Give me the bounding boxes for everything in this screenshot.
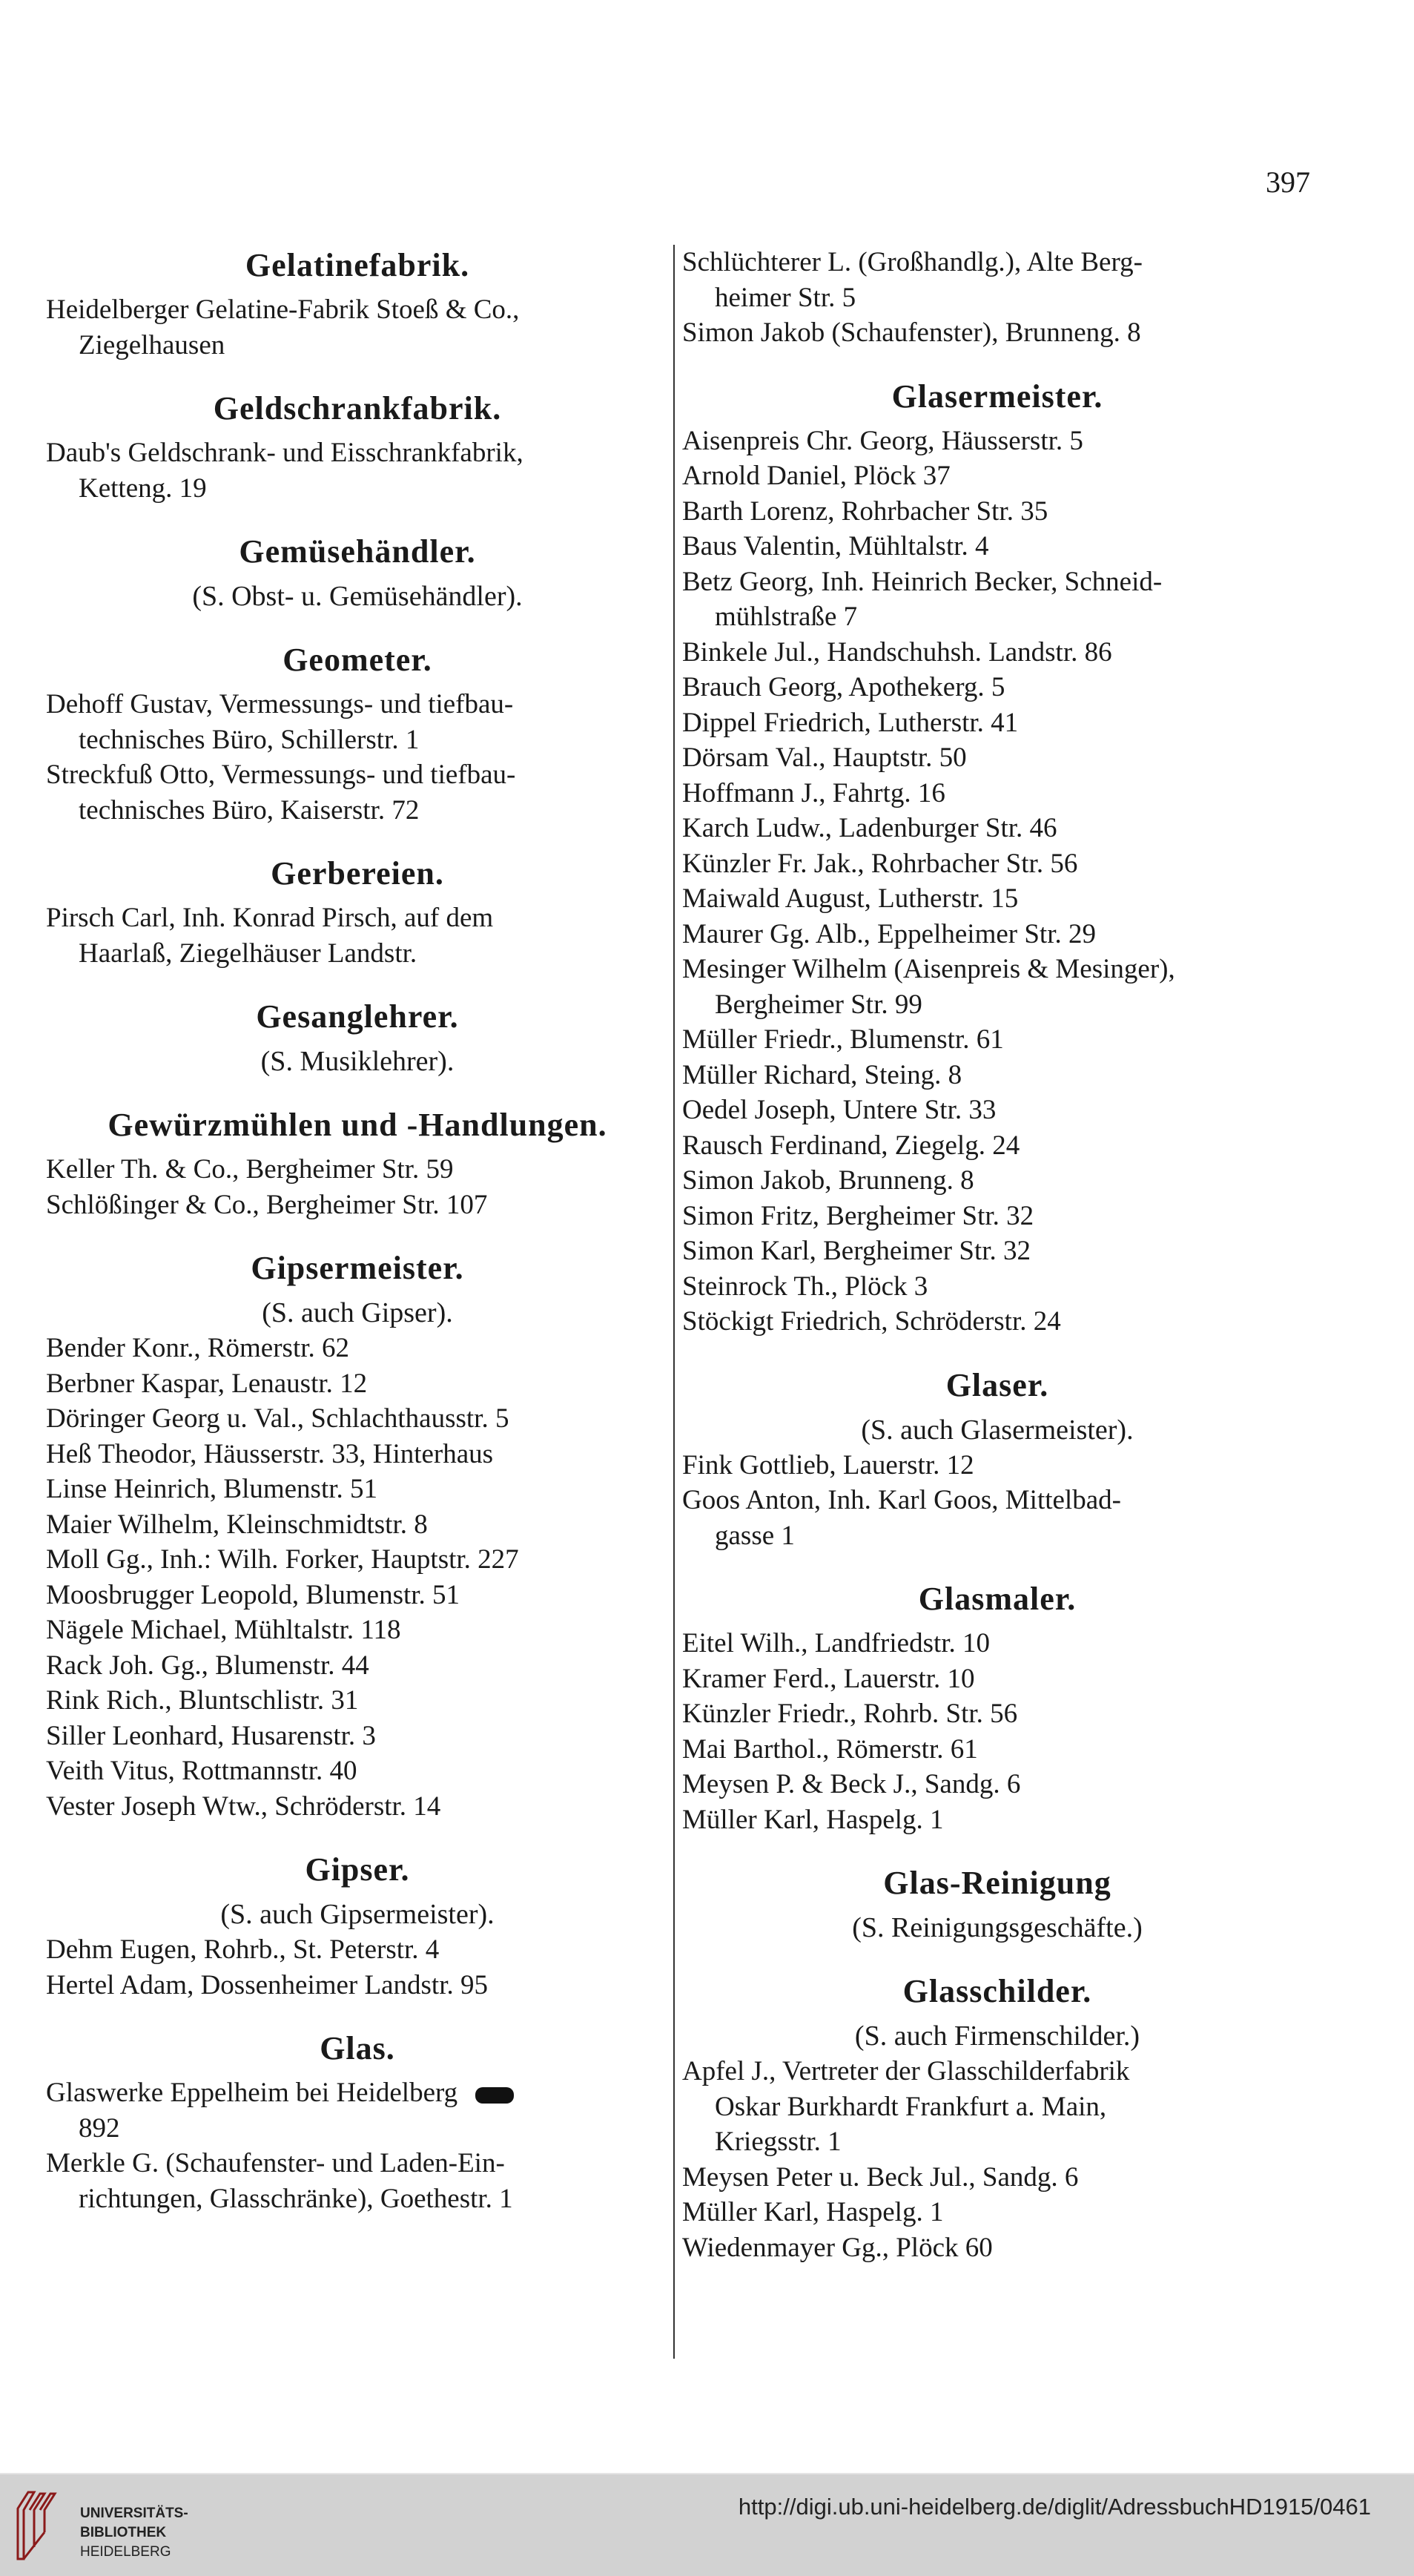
entry-text: Binkele Jul., Handschuhsh. Landstr. 86 (682, 636, 1112, 668)
section-heading: Gelatinefabrik. (245, 247, 470, 283)
directory-entry (46, 1932, 669, 1968)
directory-entry (46, 1187, 669, 1223)
entry-text: gasse 1 (715, 1520, 795, 1551)
entry-text: Meysen Peter u. Beck Jul., Sandg. 6 (682, 2161, 1079, 2193)
entry-line (46, 471, 669, 507)
section-heading: Glaser. (945, 1366, 1049, 1403)
entry-line (46, 1472, 669, 1507)
entry-line (46, 1648, 669, 1684)
entry-text: Aisenpreis Chr. Georg, Häusserstr. 5 (682, 425, 1083, 456)
directory-entry (46, 2075, 669, 2146)
directory-entry (46, 1968, 669, 2003)
directory-entry (682, 458, 1312, 494)
directory-entry (46, 1683, 669, 1719)
cross-reference-note: (S. auch Firmenschilder.) (854, 2020, 1140, 2052)
directory-entry (682, 2195, 1312, 2230)
entry-line (46, 900, 669, 936)
entry-text: Simon Jakob (Schaufenster), Brunneng. 8 (682, 317, 1141, 348)
section-heading: Gipser. (305, 1851, 410, 1888)
entry-text: Pirsch Carl, Inh. Konrad Pirsch, auf dem (46, 903, 494, 933)
entry-text: Meysen P. & Beck J., Sandg. 6 (682, 1769, 1021, 1799)
directory-entry (682, 705, 1312, 741)
entry-line (46, 1932, 669, 1968)
entry-line (46, 1789, 669, 1825)
entry-line (682, 1304, 1312, 1340)
entry-text: Hoffmann J., Fahrtg. 16 (682, 777, 945, 808)
entry-line (682, 846, 1312, 882)
directory-entry (682, 2054, 1312, 2160)
entry-line (682, 245, 1312, 280)
entry-line (682, 280, 1312, 316)
directory-entry (682, 1483, 1312, 1553)
section-heading: Geldschrankfabrik. (213, 390, 502, 426)
cross-reference-note: (S. Musiklehrer). (260, 1046, 455, 1077)
directory-entry (46, 1789, 669, 1825)
directory-entry (46, 1542, 669, 1578)
entry-text: technisches Büro, Kaiserstr. 72 (79, 794, 420, 826)
entry-text: Haarlaß, Ziegelhäuser Landstr. (79, 938, 417, 969)
entry-line (46, 722, 669, 758)
entry-text: Simon Jakob, Brunneng. 8 (682, 1165, 974, 1196)
directory-entry (682, 2160, 1312, 2195)
entry-line (46, 1683, 669, 1719)
entry-line (682, 529, 1312, 564)
logo-line: BIBLIOTHEK (80, 2525, 167, 2540)
entry-text: Stöckigt Friedrich, Schröderstr. 24 (682, 1306, 1061, 1337)
entry-text: Veith Vitus, Rottmannstr. 40 (46, 1756, 357, 1786)
entry-line (46, 1968, 669, 2003)
entry-line (682, 811, 1312, 846)
entry-text: Müller Karl, Haspelg. 1 (682, 2197, 944, 2227)
directory-entry (46, 687, 669, 757)
cross-reference-note: (S. auch Glasermeister). (861, 1414, 1134, 1446)
entry-line (46, 292, 669, 328)
entry-line (46, 1152, 669, 1187)
entry-text: richtungen, Glasschränke), Goethestr. 1 (79, 2183, 513, 2214)
directory-entry (46, 1401, 669, 1437)
entry-line (682, 635, 1312, 671)
entry-line (682, 987, 1312, 1023)
entry-text: Rink Rich., Bluntschlistr. 31 (46, 1685, 359, 1716)
entry-line (682, 952, 1312, 987)
entry-line (682, 917, 1312, 952)
directory-entry (682, 1448, 1312, 1483)
entry-line (46, 2075, 669, 2111)
entry-line (46, 1719, 669, 1754)
entry-text: Bergheimer Str. 99 (715, 989, 922, 1020)
section-heading: Gewürzmühlen und -Handlungen. (108, 1107, 607, 1143)
entry-line (682, 1448, 1312, 1483)
entry-text: Berbner Kaspar, Lenaustr. 12 (46, 1368, 368, 1399)
directory-entry (682, 1199, 1312, 1234)
entry-line (46, 793, 669, 829)
section-heading: Gerbereien. (271, 855, 444, 892)
entry-line (682, 2195, 1312, 2230)
entry-line (682, 2230, 1312, 2266)
entry-text: Moosbrugger Leopold, Blumenstr. 51 (46, 1579, 460, 1610)
entry-line (46, 328, 669, 363)
entry-text: Streckfuß Otto, Vermessungs- und tiefbau- (46, 760, 516, 790)
right-column (682, 245, 1312, 2265)
section-heading: Gesanglehrer. (256, 998, 459, 1035)
entry-text: Arnold Daniel, Plöck 37 (682, 461, 951, 491)
entry-line (682, 1661, 1312, 1697)
entry-line (46, 687, 669, 722)
entry-text: Goos Anton, Inh. Karl Goos, Mittelbad- (682, 1485, 1121, 1515)
entry-line (46, 1187, 669, 1223)
directory-entry (682, 1696, 1312, 1732)
entry-line (682, 1233, 1312, 1269)
entry-line (46, 2111, 669, 2147)
entry-text: Dörsam Val., Hauptstr. 50 (682, 742, 967, 773)
entry-line (682, 494, 1312, 530)
directory-entry (682, 564, 1312, 635)
entry-line (46, 936, 669, 972)
directory-entry (46, 2146, 669, 2216)
directory-entry (682, 1163, 1312, 1199)
entry-text: Bender Konr., Römerstr. 62 (46, 1333, 350, 1363)
footer-bar (0, 2473, 1414, 2576)
directory-entry (682, 1269, 1312, 1305)
entry-text: Steinrock Th., Plöck 3 (682, 1271, 928, 1302)
entry-text: 892 (79, 2112, 120, 2144)
entry-text: Siller Leonhard, Husarenstr. 3 (46, 1720, 376, 1751)
directory-entry (46, 1366, 669, 1402)
directory-entry (682, 315, 1312, 351)
directory-entry (46, 1719, 669, 1754)
entry-line (682, 1022, 1312, 1058)
entry-line (682, 1128, 1312, 1164)
directory-entry (682, 245, 1312, 315)
entry-line (682, 1269, 1312, 1305)
directory-entry (46, 1152, 669, 1187)
entry-text: Moll Gg., Inh.: Wilh. Forker, Hauptstr. 227 (46, 1544, 519, 1575)
entry-line (46, 435, 669, 471)
entry-text: Dehoff Gustav, Vermessungs- und tiefbau- (46, 689, 514, 719)
source-url-link[interactable]: http://digi.ub.uni-heidelberg.de/diglit/AdressbuchHD1915/0461 (738, 2494, 1371, 2520)
entry-line (682, 315, 1312, 351)
entry-line (682, 740, 1312, 776)
directory-entry (682, 1767, 1312, 1802)
directory-entry (46, 1753, 669, 1789)
entry-text: Dehm Eugen, Rohrb., St. Peterstr. 4 (46, 1934, 440, 1965)
directory-entry (682, 952, 1312, 1022)
directory-entry (46, 1648, 669, 1684)
entry-text: Schlößinger & Co., Bergheimer Str. 107 (46, 1189, 488, 1220)
directory-entry (46, 1578, 669, 1613)
entry-line (46, 1578, 669, 1613)
entry-text: Künzler Fr. Jak., Rohrbacher Str. 56 (682, 848, 1078, 879)
entry-line (46, 2146, 669, 2181)
directory-entry (682, 1661, 1312, 1697)
entry-text: Rausch Ferdinand, Ziegelg. 24 (682, 1130, 1020, 1161)
entry-text: Vester Joseph Wtw., Schröderstr. 14 (46, 1791, 441, 1822)
directory-entry (46, 1331, 669, 1366)
section-heading: Gemüsehändler. (239, 533, 476, 570)
entry-text: Maier Wilhelm, Kleinschmidtstr. 8 (46, 1509, 428, 1540)
entry-line (682, 1732, 1312, 1768)
entry-text: Ketteng. 19 (79, 472, 207, 504)
entry-line (682, 1058, 1312, 1093)
section-heading: Glas. (320, 2030, 395, 2066)
page-number: 397 (1266, 165, 1310, 199)
entry-line (46, 1542, 669, 1578)
entry-text: Simon Karl, Bergheimer Str. 32 (682, 1236, 1031, 1266)
entry-text: Nägele Michael, Mühltalstr. 118 (46, 1615, 401, 1645)
directory-entry (46, 1507, 669, 1543)
entry-line (682, 424, 1312, 459)
directory-entry (682, 776, 1312, 811)
entry-line (682, 705, 1312, 741)
directory-entry (46, 292, 669, 363)
directory-entry (682, 917, 1312, 952)
directory-entry (682, 1304, 1312, 1340)
column-divider (673, 245, 675, 2359)
entry-line (46, 757, 669, 793)
directory-entry (682, 1058, 1312, 1093)
library-name (80, 2504, 188, 2562)
entry-line (46, 1507, 669, 1543)
entry-text: Brauch Georg, Apothekerg. 5 (682, 672, 1005, 702)
entry-text: Barth Lorenz, Rohrbacher Str. 35 (682, 495, 1048, 527)
directory-entry (682, 1093, 1312, 1128)
entry-line (682, 776, 1312, 811)
entry-line (682, 1696, 1312, 1732)
entry-line (682, 881, 1312, 917)
directory-entry (682, 811, 1312, 846)
entry-line (46, 1366, 669, 1402)
entry-text: Linse Heinrich, Blumenstr. 51 (46, 1474, 378, 1504)
directory-entry (682, 740, 1312, 776)
directory-entry (682, 529, 1312, 564)
section-heading: Glas-Reinigung (883, 1865, 1111, 1901)
directory-entry (46, 435, 669, 506)
section-heading: Glasmaler. (918, 1581, 1077, 1617)
directory-entry (682, 1128, 1312, 1164)
directory-entry (682, 2230, 1312, 2266)
entry-text: technisches Büro, Schillerstr. 1 (79, 724, 420, 755)
section-heading: Glasermeister. (891, 378, 1103, 415)
entry-text: Dippel Friedrich, Lutherstr. 41 (682, 707, 1019, 738)
entry-text: heimer Str. 5 (715, 282, 856, 313)
directory-entry (46, 1437, 669, 1472)
entry-text: Betz Georg, Inh. Heinrich Becker, Schneid- (682, 566, 1163, 597)
cross-reference-note: (S. Reinigungsgeschäfte.) (852, 1912, 1143, 1943)
entry-text: Hertel Adam, Dossenheimer Landstr. 95 (46, 1969, 488, 2000)
entry-text: Kriegsstr. 1 (715, 2127, 842, 2157)
entry-line (682, 1483, 1312, 1518)
entry-line (682, 1199, 1312, 1234)
directory-entry (46, 1613, 669, 1648)
section-heading: Glasschilder. (902, 1973, 1092, 2009)
entry-line (682, 1802, 1312, 1838)
directory-entry (46, 900, 669, 971)
entry-text: Wiedenmayer Gg., Plöck 60 (682, 2232, 993, 2263)
library-logo-icon[interactable] (12, 2488, 71, 2562)
entry-line (682, 2160, 1312, 2195)
entry-line (682, 2054, 1312, 2089)
entry-text: Döringer Georg u. Val., Schlachthausstr. 5 (46, 1403, 509, 1434)
entry-text: Rack Joh. Gg., Blumenstr. 44 (46, 1650, 369, 1681)
left-column (46, 245, 669, 2216)
entry-line (682, 564, 1312, 600)
entry-line (682, 1626, 1312, 1661)
entry-line (46, 1753, 669, 1789)
entry-text: Fink Gottlieb, Lauerstr. 12 (682, 1449, 974, 1480)
directory-entry (682, 1732, 1312, 1768)
directory-entry (682, 670, 1312, 705)
entry-text: Schlüchterer L. (Großhandlg.), Alte Berg- (682, 247, 1143, 277)
entry-text: Mai Barthol., Römerstr. 61 (682, 1733, 978, 1765)
directory-entry (682, 846, 1312, 882)
entry-text: Mesinger Wilhelm (Aisenpreis & Mesinger), (682, 954, 1175, 984)
entry-line (682, 599, 1312, 635)
entry-line (682, 1518, 1312, 1554)
entry-text: Müller Richard, Steing. 8 (682, 1059, 962, 1090)
entry-text: Simon Fritz, Bergheimer Str. 32 (682, 1200, 1034, 1231)
entry-text: Keller Th. & Co., Bergheimer Str. 59 (46, 1154, 454, 1185)
entry-text: Merkle G. (Schaufenster- und Laden-Ein- (46, 2148, 505, 2178)
directory-entry (46, 1472, 669, 1507)
entry-text: Müller Karl, Haspelg. 1 (682, 1804, 944, 1835)
entry-text: Kramer Ferd., Lauerstr. 10 (682, 1663, 975, 1694)
entry-line (682, 1767, 1312, 1802)
entry-line (46, 1401, 669, 1437)
entry-line (46, 1437, 669, 1472)
directory-entry (682, 1802, 1312, 1838)
telephone-icon (475, 2087, 514, 2104)
entry-line (682, 1093, 1312, 1128)
entry-line (46, 1331, 669, 1366)
entry-line (682, 2089, 1312, 2125)
entry-text: Baus Valentin, Mühltalstr. 4 (682, 531, 989, 561)
logo-line: UNIVERSITÄTS- (80, 2506, 188, 2521)
directory-entry (682, 635, 1312, 671)
cross-reference-note: (S. Obst- u. Gemüsehändler). (192, 581, 523, 612)
entry-text: Oskar Burkhardt Frankfurt a. Main, (715, 2091, 1107, 2122)
entry-text: Karch Ludw., Ladenburger Str. 46 (682, 813, 1057, 843)
directory-entry (682, 1022, 1312, 1058)
directory-entry (46, 757, 669, 828)
entry-text: Eitel Wilh., Landfriedstr. 10 (682, 1628, 991, 1658)
entry-text: mühlstraße 7 (715, 602, 858, 632)
directory-entry (682, 494, 1312, 530)
entry-text: Heidelberger Gelatine-Fabrik Stoeß & Co., (46, 294, 520, 325)
entry-line (682, 1163, 1312, 1199)
entry-line (682, 2124, 1312, 2160)
entry-line (46, 1613, 669, 1648)
entry-text: Künzler Friedr., Rohrb. Str. 56 (682, 1699, 1018, 1729)
entry-text: Apfel J., Vertreter der Glasschilderfabrik (682, 2056, 1130, 2086)
entry-text: Oedel Joseph, Untere Str. 33 (682, 1095, 997, 1125)
entry-line (682, 670, 1312, 705)
section-heading: Gipsermeister. (251, 1250, 464, 1286)
cross-reference-note: (S. auch Gipsermeister). (220, 1899, 495, 1930)
entry-text: Daub's Geldschrank- und Eisschrankfabrik, (46, 438, 523, 468)
directory-entry (682, 881, 1312, 917)
entry-text: Heß Theodor, Häusserstr. 33, Hinterhaus (46, 1438, 494, 1469)
entry-text: Maurer Gg. Alb., Eppelheimer Str. 29 (682, 918, 1096, 949)
section-heading: Geometer. (283, 642, 432, 678)
entry-text: Müller Friedr., Blumenstr. 61 (682, 1024, 1004, 1055)
directory-entry (682, 424, 1312, 459)
entry-text: Ziegelhausen (79, 329, 225, 360)
entry-text: Glaswerke Eppelheim bei Heidelberg (46, 2078, 458, 2108)
cross-reference-note: (S. auch Gipser). (262, 1297, 453, 1328)
directory-entry (682, 1233, 1312, 1269)
directory-entry (682, 1626, 1312, 1661)
entry-line (46, 2181, 669, 2217)
logo-line: HEIDELBERG (80, 2544, 171, 2560)
entry-line (682, 458, 1312, 494)
entry-text: Maiwald August, Lutherstr. 15 (682, 883, 1019, 914)
